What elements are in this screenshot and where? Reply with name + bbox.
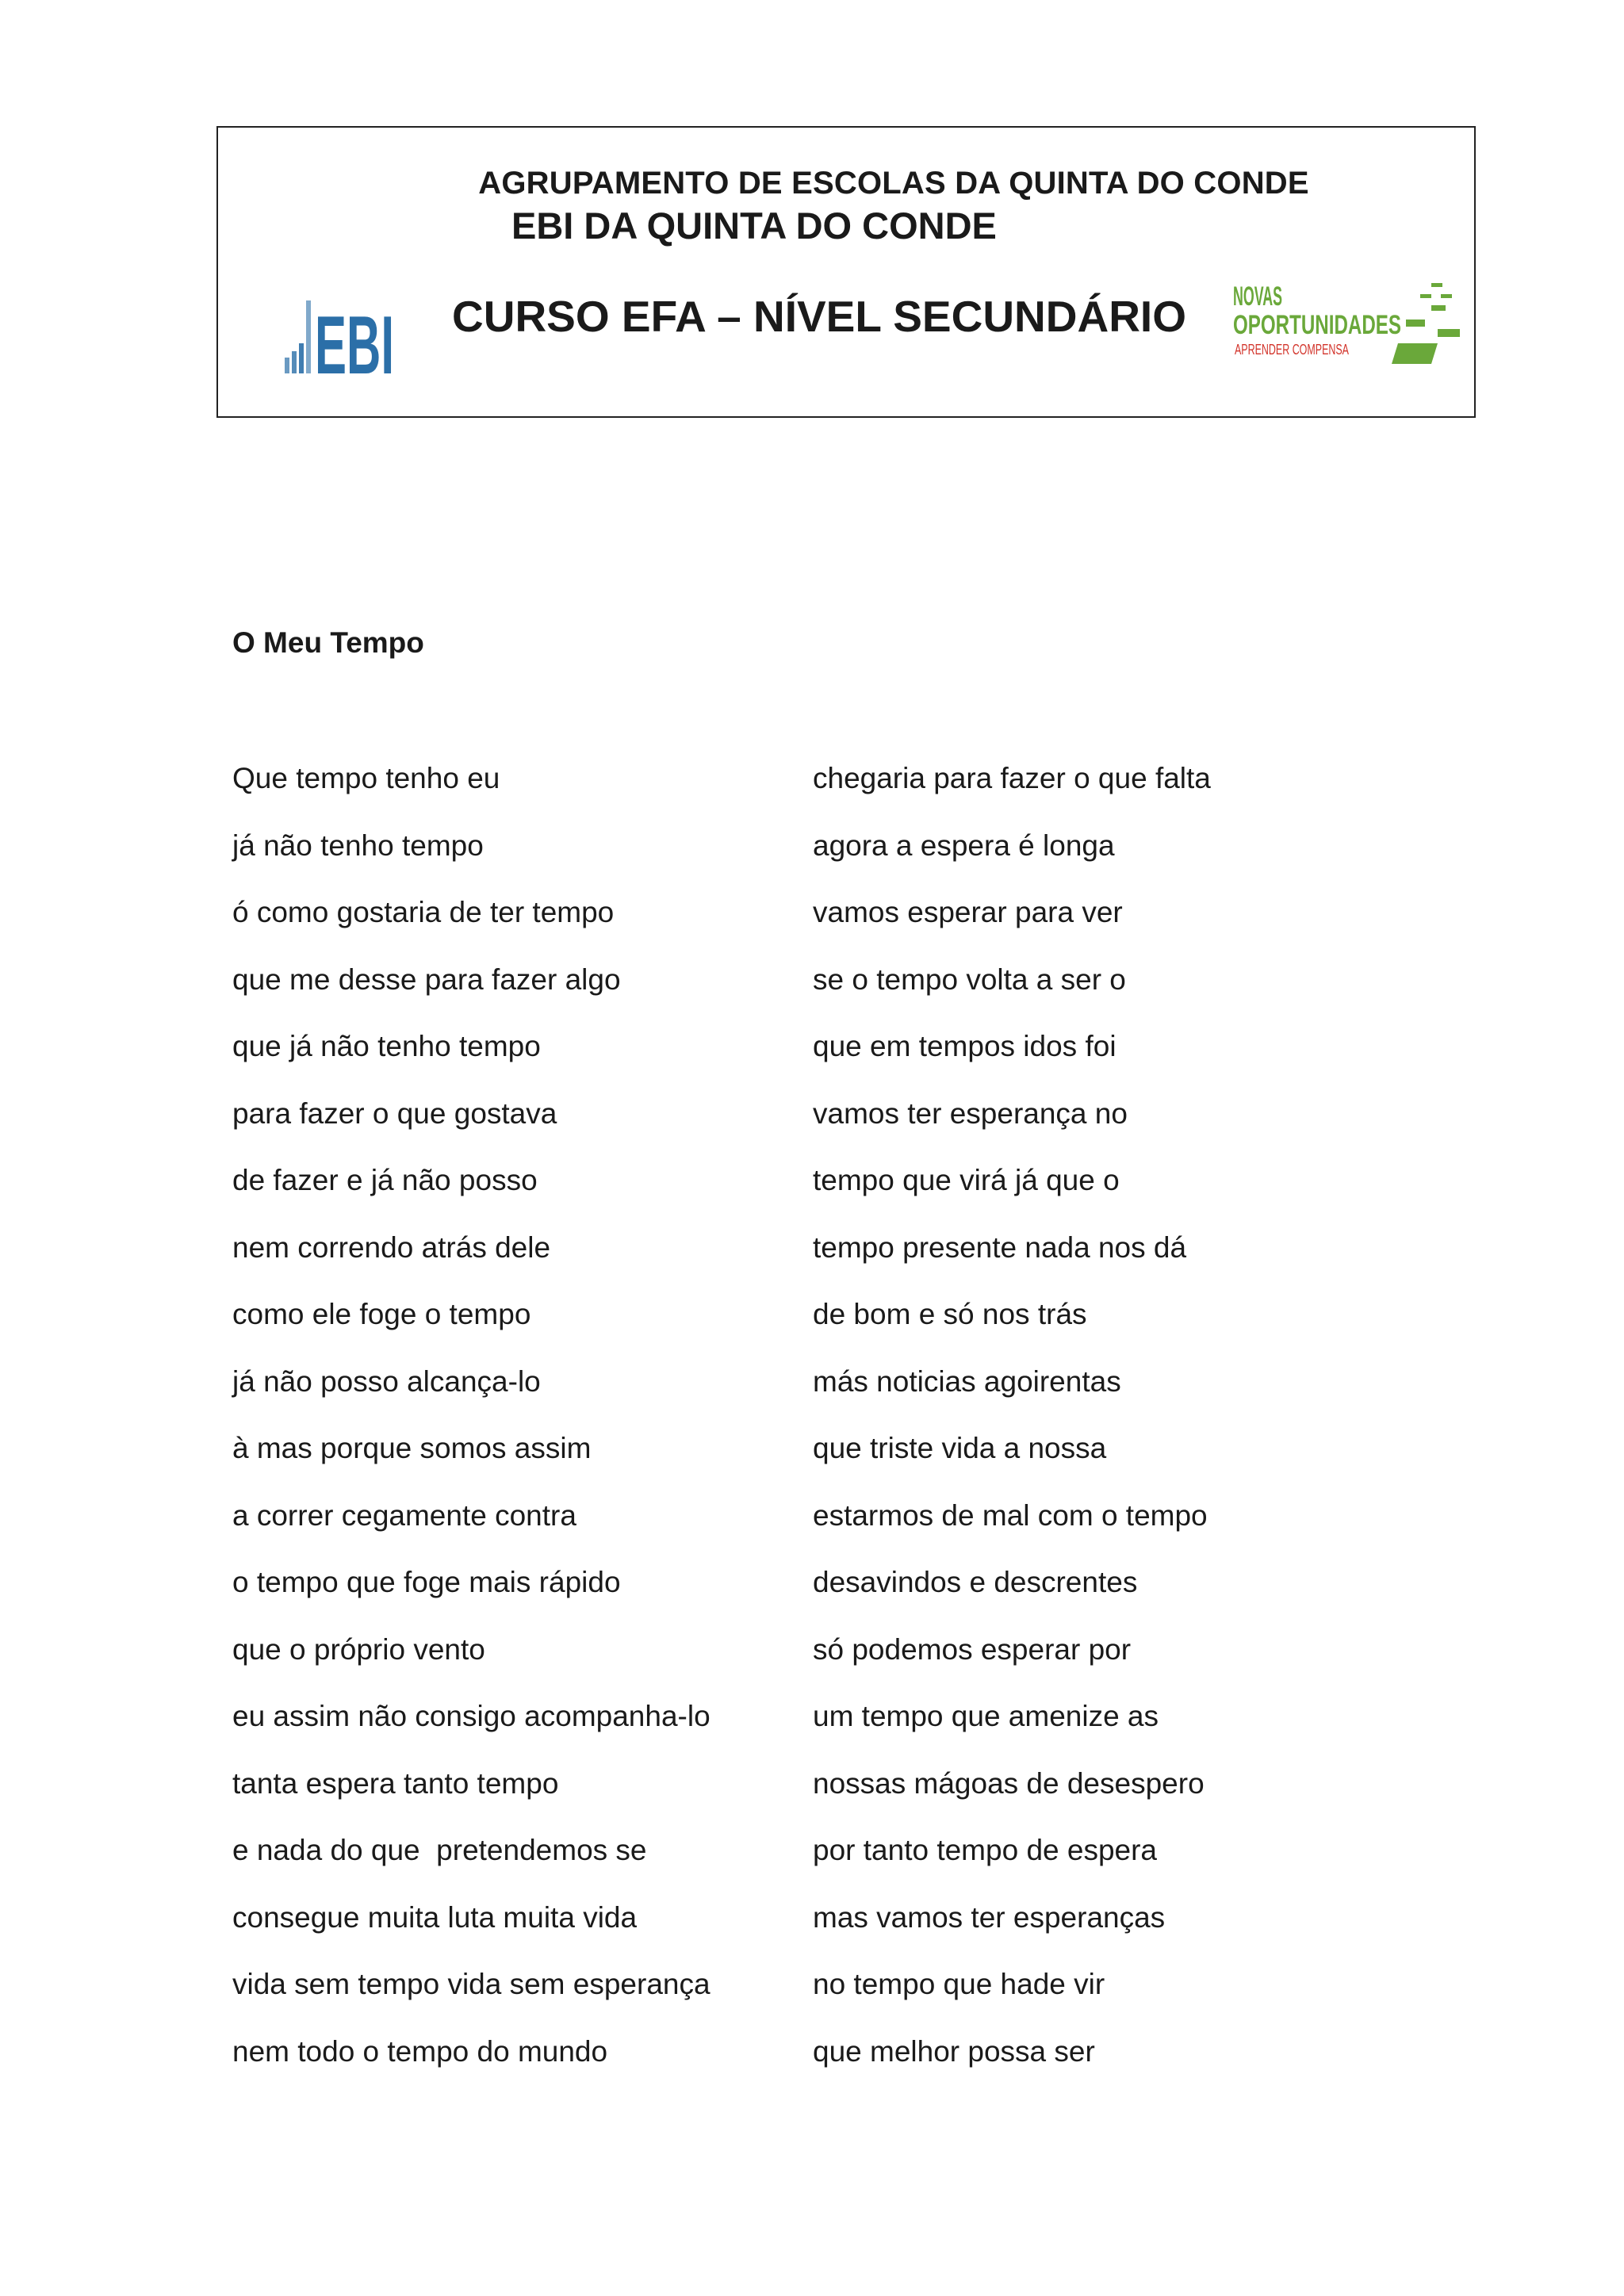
poem-line: já não tenho tempo (232, 828, 484, 862)
poem-line: que triste vida a nossa (813, 1432, 1107, 1464)
poem-line: de bom e só nos trás (813, 1298, 1087, 1330)
poem-line: Que tempo tenho eu (232, 762, 500, 794)
poem-line: a correr cegamente contra (232, 1498, 576, 1532)
poem-line: tempo que virá já que o (813, 1164, 1120, 1196)
poem-line: nem todo o tempo do mundo (232, 2034, 608, 2068)
poem-line: consegue muita luta muita vida (232, 1900, 638, 1934)
poem-title: O Meu Tempo (232, 626, 424, 659)
document-header (216, 126, 1476, 418)
poem-line: já não posso alcança-lo (232, 1364, 541, 1398)
poem-line: à mas porque somos assim (232, 1432, 592, 1464)
poem-line: vida sem tempo vida sem esperança (232, 1968, 710, 2000)
poem-line: e nada do que pretendemos se (232, 1834, 647, 1866)
school-group-name: AGRUPAMENTO DE ESCOLAS DA QUINTA DO CONDE (478, 166, 1309, 201)
poem-line: desavindos e descrentes (813, 1566, 1138, 1598)
poem-line: que o próprio vento (232, 1632, 485, 1666)
poem-line: o tempo que foge mais rápido (232, 1566, 621, 1598)
poem-line: chegaria para fazer o que falta (813, 762, 1211, 794)
poem-line: um tempo que amenize as (813, 1700, 1159, 1732)
course-title: CURSO EFA – NÍVEL SECUNDÁRIO (452, 292, 1186, 341)
poem-line: nossas mágoas de desespero (813, 1766, 1205, 1800)
poem-line: tanta espera tanto tempo (232, 1766, 559, 1800)
novas-oportunidades-logo-icon (1233, 278, 1463, 373)
poem-line: só podemos esperar por (813, 1632, 1132, 1666)
poem-line: no tempo que hade vir (813, 1968, 1105, 2000)
poem-line: que já não tenho tempo (232, 1030, 541, 1062)
poem-line: ó como gostaria de ter tempo (232, 896, 615, 928)
poem-line: que melhor possa ser (813, 2034, 1095, 2068)
logo-left-text: EBI (315, 300, 394, 392)
poem-line: agora a espera é longa (813, 828, 1115, 862)
poem-right-column (813, 761, 1211, 2101)
poem-left-column (232, 761, 710, 2101)
poem-line: como ele foge o tempo (232, 1298, 531, 1330)
poem-line: más noticias agoirentas (813, 1364, 1121, 1398)
ebi-logo-icon (282, 296, 396, 392)
logo-right-line1: NOVAS (1233, 281, 1282, 312)
poem-line: estarmos de mal com o tempo (813, 1498, 1208, 1532)
logo-right-line3: APRENDER COMPENSA (1235, 342, 1349, 358)
poem-line: que me desse para fazer algo (232, 962, 621, 996)
poem-line: por tanto tempo de espera (813, 1834, 1158, 1866)
school-name: EBI DA QUINTA DO CONDE (511, 205, 997, 247)
logo-right-line2: OPORTUNIDADES (1233, 310, 1401, 340)
poem-line: tempo presente nada nos dá (813, 1230, 1187, 1264)
poem-line: que em tempos idos foi (813, 1030, 1116, 1062)
poem-line: se o tempo volta a ser o (813, 962, 1126, 996)
poem-line: para fazer o que gostava (232, 1096, 557, 1130)
poem-line: nem correndo atrás dele (232, 1230, 551, 1264)
poem-line: vamos ter esperança no (813, 1096, 1128, 1130)
poem-line: de fazer e já não posso (232, 1164, 538, 1196)
poem-line: mas vamos ter esperanças (813, 1900, 1166, 1934)
poem-line: eu assim não consigo acompanha-lo (232, 1700, 710, 1732)
poem-line: vamos esperar para ver (813, 896, 1123, 928)
